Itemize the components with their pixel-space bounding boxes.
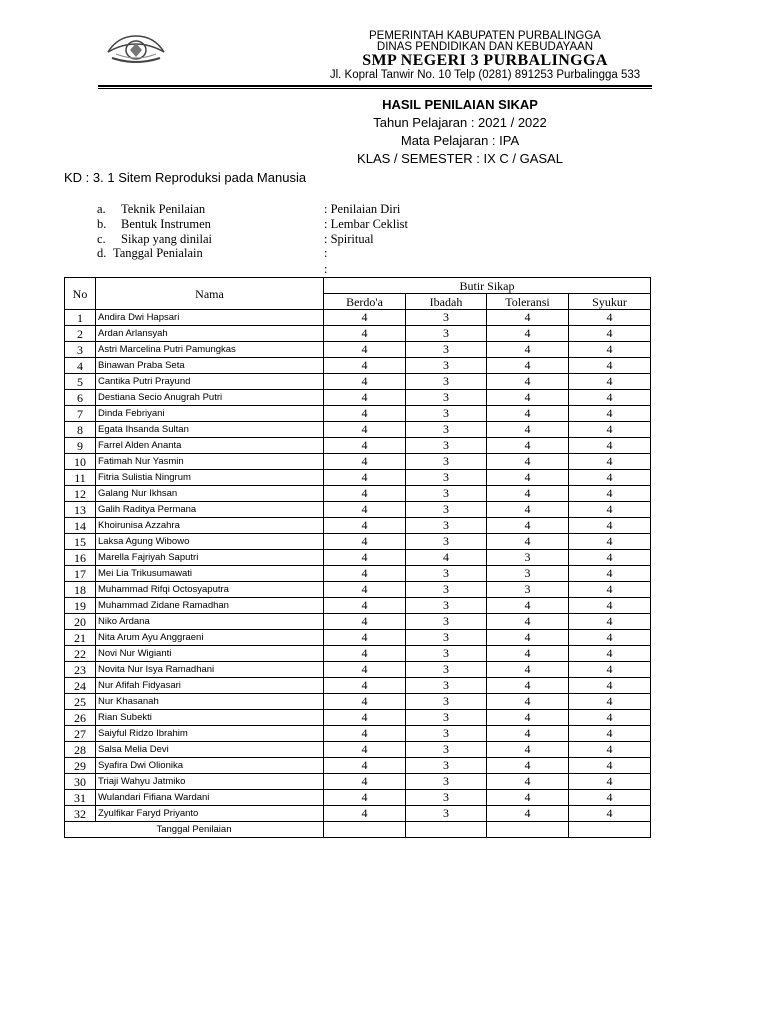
score-syukur: 4 xyxy=(569,598,651,614)
row-number: 5 xyxy=(65,374,96,390)
student-name: Novita Nur Isya Ramadhani xyxy=(96,662,324,678)
class-semester: KLAS / SEMESTER : IX C / GASAL xyxy=(357,151,563,166)
basic-competency: KD : 3. 1 Sitem Reproduksi pada Manusia xyxy=(64,170,307,185)
student-name: Fatimah Nur Yasmin xyxy=(96,454,324,470)
assessment-date-cell xyxy=(406,822,487,838)
student-name: Andira Dwi Hapsari xyxy=(96,310,324,326)
info-value: : Lembar Ceklist xyxy=(324,217,409,231)
table-row xyxy=(65,742,651,758)
table-row xyxy=(65,662,651,678)
score-ibadah: 3 xyxy=(406,710,487,726)
table-row xyxy=(65,534,651,550)
table-row xyxy=(65,342,651,358)
score-syukur: 4 xyxy=(569,694,651,710)
row-number: 6 xyxy=(65,390,96,406)
score-toleransi: 4 xyxy=(487,774,569,790)
score-toleransi: 4 xyxy=(487,534,569,550)
row-number: 20 xyxy=(65,614,96,630)
student-name: Khoirunisa Azzahra xyxy=(96,518,324,534)
score-syukur: 4 xyxy=(569,358,651,374)
student-name: Zyulfikar Faryd Priyanto xyxy=(96,806,324,822)
student-name: Galih Raditya Permana xyxy=(96,502,324,518)
row-number: 28 xyxy=(65,742,96,758)
assessment-date-cell xyxy=(569,822,651,838)
row-number: 14 xyxy=(65,518,96,534)
score-toleransi: 4 xyxy=(487,470,569,486)
score-berdoa: 4 xyxy=(324,710,406,726)
score-ibadah: 3 xyxy=(406,534,487,550)
score-toleransi: 4 xyxy=(487,486,569,502)
score-toleransi: 4 xyxy=(487,694,569,710)
score-toleransi: 4 xyxy=(487,454,569,470)
row-number: 32 xyxy=(65,806,96,822)
score-berdoa: 4 xyxy=(324,406,406,422)
score-ibadah: 3 xyxy=(406,486,487,502)
table-row xyxy=(65,358,651,374)
score-toleransi: 4 xyxy=(487,358,569,374)
row-number: 9 xyxy=(65,438,96,454)
score-berdoa: 4 xyxy=(324,694,406,710)
table-row xyxy=(65,374,651,390)
column-header-berdoa: Berdo'a xyxy=(324,294,406,310)
table-row xyxy=(65,774,651,790)
table-row xyxy=(65,678,651,694)
score-toleransi: 4 xyxy=(487,742,569,758)
table-row xyxy=(65,326,651,342)
assessment-table xyxy=(64,277,651,838)
student-name: Astri Marcelina Putri Pamungkas xyxy=(96,342,324,358)
score-ibadah: 3 xyxy=(406,454,487,470)
info-value: : Spiritual xyxy=(324,232,374,246)
score-syukur: 4 xyxy=(569,390,651,406)
row-number: 7 xyxy=(65,406,96,422)
attitude-group-header: Butir Sikap xyxy=(324,278,651,294)
table-row xyxy=(65,438,651,454)
score-toleransi: 3 xyxy=(487,582,569,598)
info-letter: b. xyxy=(97,217,107,231)
table-row xyxy=(65,518,651,534)
student-name: Niko Ardana xyxy=(96,614,324,630)
score-syukur: 4 xyxy=(569,454,651,470)
score-syukur: 4 xyxy=(569,806,651,822)
score-ibadah: 3 xyxy=(406,326,487,342)
info-label: Sikap yang dinilai xyxy=(121,232,212,246)
score-toleransi: 4 xyxy=(487,726,569,742)
score-berdoa: 4 xyxy=(324,646,406,662)
table-row xyxy=(65,790,651,806)
student-name: Muhammad Zidane Ramadhan xyxy=(96,598,324,614)
score-ibadah: 3 xyxy=(406,662,487,678)
assessment-date-cell xyxy=(487,822,569,838)
row-number: 17 xyxy=(65,566,96,582)
row-number: 21 xyxy=(65,630,96,646)
score-syukur: 4 xyxy=(569,342,651,358)
student-name: Marella Fajriyah Saputri xyxy=(96,550,324,566)
score-ibadah: 3 xyxy=(406,742,487,758)
score-toleransi: 4 xyxy=(487,390,569,406)
score-berdoa: 4 xyxy=(324,550,406,566)
score-berdoa: 4 xyxy=(324,486,406,502)
column-header-syukur: Syukur xyxy=(569,294,651,310)
score-ibadah: 3 xyxy=(406,374,487,390)
student-name: Egata Ihsanda Sultan xyxy=(96,422,324,438)
score-berdoa: 4 xyxy=(324,518,406,534)
score-ibadah: 3 xyxy=(406,774,487,790)
score-ibadah: 3 xyxy=(406,646,487,662)
student-name: Cantika Putri Prayund xyxy=(96,374,324,390)
score-berdoa: 4 xyxy=(324,790,406,806)
score-syukur: 4 xyxy=(569,326,651,342)
table-row xyxy=(65,502,651,518)
score-berdoa: 4 xyxy=(324,566,406,582)
score-toleransi: 4 xyxy=(487,406,569,422)
row-number: 3 xyxy=(65,342,96,358)
score-berdoa: 4 xyxy=(324,374,406,390)
score-berdoa: 4 xyxy=(324,774,406,790)
score-toleransi: 4 xyxy=(487,614,569,630)
row-number: 18 xyxy=(65,582,96,598)
score-syukur: 4 xyxy=(569,486,651,502)
row-number: 16 xyxy=(65,550,96,566)
score-toleransi: 3 xyxy=(487,566,569,582)
score-ibadah: 3 xyxy=(406,806,487,822)
score-ibadah: 3 xyxy=(406,694,487,710)
score-ibadah: 3 xyxy=(406,342,487,358)
table-row xyxy=(65,406,651,422)
student-name: Triaji Wahyu Jatmiko xyxy=(96,774,324,790)
score-syukur: 4 xyxy=(569,406,651,422)
table-row xyxy=(65,694,651,710)
score-syukur: 4 xyxy=(569,742,651,758)
score-ibadah: 3 xyxy=(406,758,487,774)
score-toleransi: 4 xyxy=(487,374,569,390)
score-ibadah: 3 xyxy=(406,566,487,582)
score-berdoa: 4 xyxy=(324,630,406,646)
score-ibadah: 3 xyxy=(406,390,487,406)
score-ibadah: 3 xyxy=(406,518,487,534)
table-row xyxy=(65,630,651,646)
row-number: 4 xyxy=(65,358,96,374)
score-syukur: 4 xyxy=(569,470,651,486)
row-number: 2 xyxy=(65,326,96,342)
score-syukur: 4 xyxy=(569,534,651,550)
score-berdoa: 4 xyxy=(324,438,406,454)
score-ibadah: 3 xyxy=(406,470,487,486)
score-ibadah: 3 xyxy=(406,502,487,518)
department-header: DINAS PENDIDIKAN DAN KEBUDAYAAN xyxy=(376,41,594,53)
row-number: 29 xyxy=(65,758,96,774)
info-letter: d. xyxy=(97,246,107,260)
score-toleransi: 3 xyxy=(487,550,569,566)
score-syukur: 4 xyxy=(569,678,651,694)
score-ibadah: 3 xyxy=(406,310,487,326)
score-berdoa: 4 xyxy=(324,742,406,758)
score-syukur: 4 xyxy=(569,726,651,742)
info-letter: a. xyxy=(97,202,106,216)
row-number: 10 xyxy=(65,454,96,470)
score-ibadah: 3 xyxy=(406,678,487,694)
row-number: 13 xyxy=(65,502,96,518)
score-ibadah: 3 xyxy=(406,790,487,806)
score-ibadah: 3 xyxy=(406,438,487,454)
row-number: 30 xyxy=(65,774,96,790)
student-name: Destiana Secio Anugrah Putri xyxy=(96,390,324,406)
info-label: Bentuk Instrumen xyxy=(121,217,211,231)
score-toleransi: 4 xyxy=(487,790,569,806)
school-emblem-icon xyxy=(104,30,168,66)
student-name: Nur Afifah Fidyasari xyxy=(96,678,324,694)
score-syukur: 4 xyxy=(569,582,651,598)
student-name: Ardan Arlansyah xyxy=(96,326,324,342)
score-berdoa: 4 xyxy=(324,390,406,406)
score-toleransi: 4 xyxy=(487,310,569,326)
score-berdoa: 4 xyxy=(324,806,406,822)
table-row xyxy=(65,806,651,822)
score-syukur: 4 xyxy=(569,502,651,518)
student-name: Galang Nur Ikhsan xyxy=(96,486,324,502)
info-value: : Penilaian Diri xyxy=(324,202,401,216)
score-syukur: 4 xyxy=(569,518,651,534)
table-row xyxy=(65,550,651,566)
score-syukur: 4 xyxy=(569,438,651,454)
student-name: Farrel Alden Ananta xyxy=(96,438,324,454)
row-number: 11 xyxy=(65,470,96,486)
student-name: Salsa Melia Devi xyxy=(96,742,324,758)
score-toleransi: 4 xyxy=(487,646,569,662)
column-header-ibadah: Ibadah xyxy=(406,294,487,310)
score-syukur: 4 xyxy=(569,422,651,438)
score-toleransi: 4 xyxy=(487,502,569,518)
table-row xyxy=(65,710,651,726)
row-number: 26 xyxy=(65,710,96,726)
score-toleransi: 4 xyxy=(487,326,569,342)
info-extra-colon: : xyxy=(324,262,328,276)
score-ibadah: 3 xyxy=(406,422,487,438)
score-syukur: 4 xyxy=(569,710,651,726)
no-column-header: No xyxy=(65,278,96,310)
score-berdoa: 4 xyxy=(324,758,406,774)
government-header: PEMERINTAH KABUPATEN PURBALINGGA xyxy=(369,30,601,42)
student-name: Laksa Agung Wibowo xyxy=(96,534,324,550)
student-name: Nur Khasanah xyxy=(96,694,324,710)
table-row xyxy=(65,422,651,438)
score-toleransi: 4 xyxy=(487,710,569,726)
score-toleransi: 4 xyxy=(487,438,569,454)
table-row xyxy=(65,598,651,614)
assessment-date-label: Tanggal Penilaian xyxy=(65,822,324,838)
header-divider-thin xyxy=(98,88,652,89)
score-toleransi: 4 xyxy=(487,422,569,438)
score-syukur: 4 xyxy=(569,310,651,326)
subject: Mata Pelajaran : IPA xyxy=(400,133,520,148)
document-title: HASIL PENILAIAN SIKAP xyxy=(382,97,538,112)
score-syukur: 4 xyxy=(569,758,651,774)
score-toleransi: 4 xyxy=(487,598,569,614)
table-row xyxy=(65,566,651,582)
table-row xyxy=(65,646,651,662)
table-row xyxy=(65,390,651,406)
row-number: 25 xyxy=(65,694,96,710)
score-toleransi: 4 xyxy=(487,342,569,358)
score-berdoa: 4 xyxy=(324,310,406,326)
academic-year: Tahun Pelajaran : 2021 / 2022 xyxy=(373,115,547,130)
student-name: Nita Arum Ayu Anggraeni xyxy=(96,630,324,646)
table-row xyxy=(65,614,651,630)
score-syukur: 4 xyxy=(569,646,651,662)
score-berdoa: 4 xyxy=(324,678,406,694)
assessment-date-cell xyxy=(324,822,406,838)
score-berdoa: 4 xyxy=(324,358,406,374)
score-berdoa: 4 xyxy=(324,726,406,742)
table-row xyxy=(65,582,651,598)
info-value: : xyxy=(324,246,328,260)
score-berdoa: 4 xyxy=(324,598,406,614)
table-row xyxy=(65,486,651,502)
row-number: 27 xyxy=(65,726,96,742)
score-syukur: 4 xyxy=(569,774,651,790)
name-column-header: Nama xyxy=(96,278,324,310)
student-name: Novi Nur Wigianti xyxy=(96,646,324,662)
school-address: Jl. Kopral Tanwir No. 10 Telp (0281) 891253 Purbalingga 533 xyxy=(329,69,641,81)
score-toleransi: 4 xyxy=(487,758,569,774)
header-divider xyxy=(98,85,652,87)
student-name: Mei Lia Trikusumawati xyxy=(96,566,324,582)
column-header-toleransi: Toleransi xyxy=(487,294,569,310)
score-berdoa: 4 xyxy=(324,342,406,358)
score-ibadah: 3 xyxy=(406,358,487,374)
score-syukur: 4 xyxy=(569,374,651,390)
info-letter: c. xyxy=(97,232,106,246)
score-ibadah: 3 xyxy=(406,582,487,598)
score-ibadah: 3 xyxy=(406,406,487,422)
score-syukur: 4 xyxy=(569,790,651,806)
row-number: 24 xyxy=(65,678,96,694)
row-number: 23 xyxy=(65,662,96,678)
table-row xyxy=(65,454,651,470)
student-name: Rian Subekti xyxy=(96,710,324,726)
score-toleransi: 4 xyxy=(487,662,569,678)
table-row xyxy=(65,310,651,326)
score-berdoa: 4 xyxy=(324,422,406,438)
row-number: 19 xyxy=(65,598,96,614)
score-syukur: 4 xyxy=(569,662,651,678)
student-name: Syafira Dwi Olionika xyxy=(96,758,324,774)
score-syukur: 4 xyxy=(569,566,651,582)
score-syukur: 4 xyxy=(569,614,651,630)
student-name: Fitria Sulistia Ningrum xyxy=(96,470,324,486)
info-label: Tanggal Penialain xyxy=(113,246,203,260)
score-toleransi: 4 xyxy=(487,806,569,822)
row-number: 22 xyxy=(65,646,96,662)
table-row xyxy=(65,470,651,486)
score-berdoa: 4 xyxy=(324,470,406,486)
score-toleransi: 4 xyxy=(487,678,569,694)
score-ibadah: 3 xyxy=(406,614,487,630)
score-ibadah: 3 xyxy=(406,630,487,646)
score-syukur: 4 xyxy=(569,550,651,566)
score-ibadah: 4 xyxy=(406,550,487,566)
student-name: Muhammad Rifqi Octosyaputra xyxy=(96,582,324,598)
student-name: Dinda Febriyani xyxy=(96,406,324,422)
row-number: 12 xyxy=(65,486,96,502)
student-name: Saiyful Ridzo Ibrahim xyxy=(96,726,324,742)
score-berdoa: 4 xyxy=(324,614,406,630)
info-label: Teknik Penilaian xyxy=(121,202,206,216)
school-name: SMP NEGERI 3 PURBALINGGA xyxy=(362,52,608,69)
score-berdoa: 4 xyxy=(324,582,406,598)
score-toleransi: 4 xyxy=(487,518,569,534)
score-ibadah: 3 xyxy=(406,598,487,614)
score-berdoa: 4 xyxy=(324,534,406,550)
table-row xyxy=(65,758,651,774)
student-name: Wulandari Fifiana Wardani xyxy=(96,790,324,806)
score-berdoa: 4 xyxy=(324,454,406,470)
row-number: 8 xyxy=(65,422,96,438)
student-name: Binawan Praba Seta xyxy=(96,358,324,374)
score-berdoa: 4 xyxy=(324,662,406,678)
score-syukur: 4 xyxy=(569,630,651,646)
row-number: 15 xyxy=(65,534,96,550)
row-number: 1 xyxy=(65,310,96,326)
row-number: 31 xyxy=(65,790,96,806)
score-berdoa: 4 xyxy=(324,502,406,518)
score-toleransi: 4 xyxy=(487,630,569,646)
score-ibadah: 3 xyxy=(406,726,487,742)
table-row xyxy=(65,726,651,742)
score-berdoa: 4 xyxy=(324,326,406,342)
